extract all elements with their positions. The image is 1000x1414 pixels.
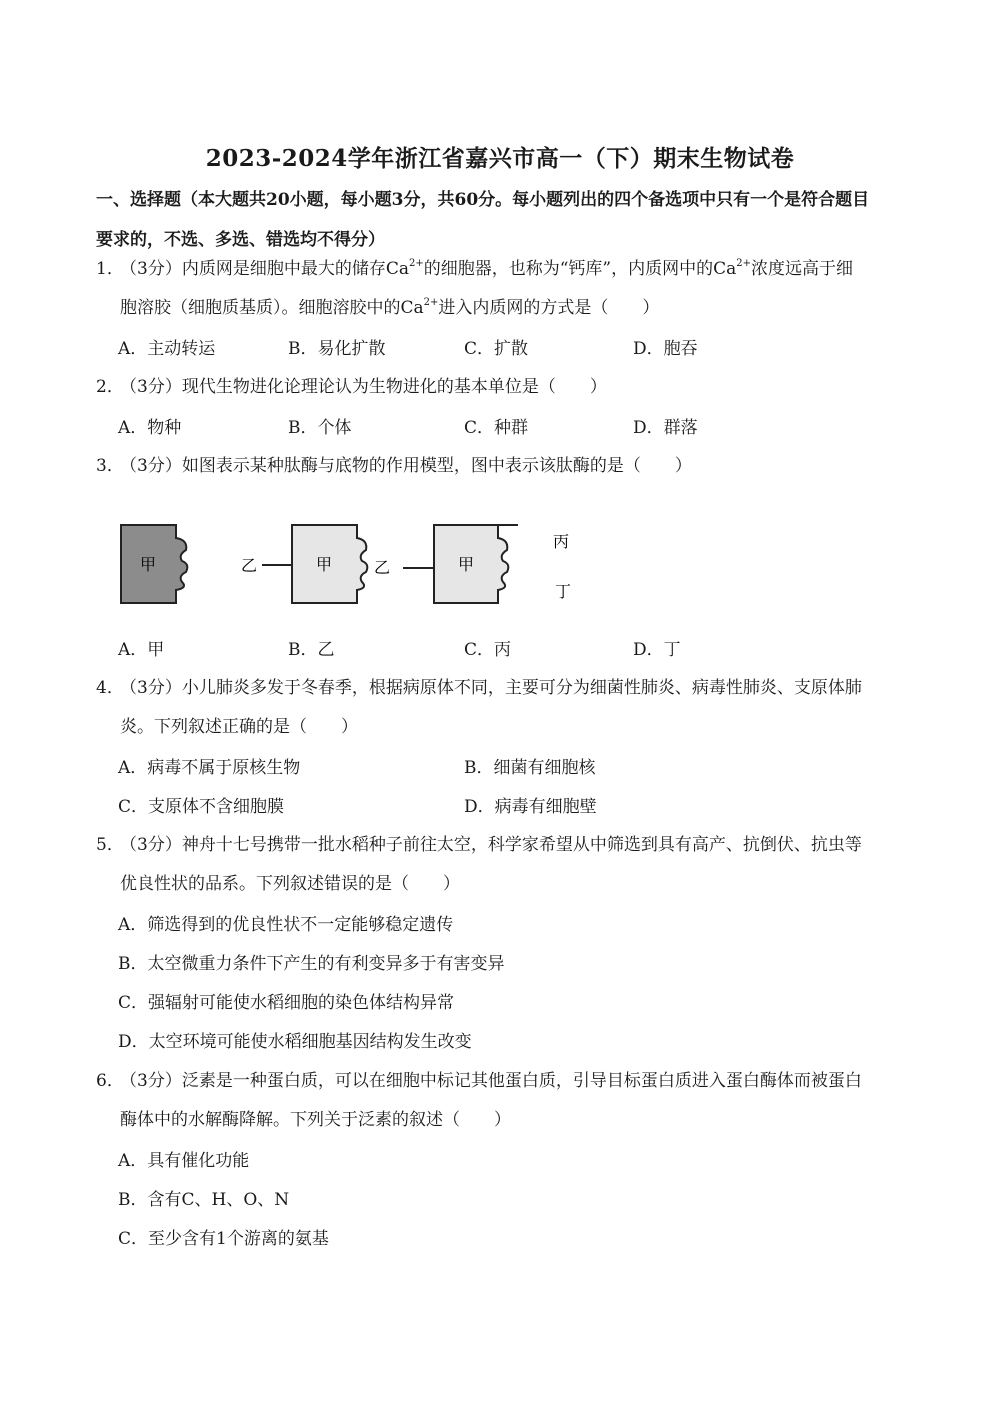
section-heading [96, 180, 911, 260]
label-jia-1: 甲 [140, 555, 157, 574]
label-yi-2: 乙 [374, 558, 391, 577]
q1-option-d[interactable]: D．胞吞 [633, 339, 698, 359]
question-1 [96, 250, 911, 328]
question-5 [96, 826, 911, 904]
exam-title: 2023-2024学年浙江省嘉兴市高一（下）期末生物试卷 [205, 145, 795, 172]
q6-option-a[interactable]: A．具有催化功能 [118, 1151, 250, 1171]
question-4 [96, 669, 911, 747]
q1-option-a[interactable]: A．主动转运 [118, 339, 216, 359]
question-2 [96, 368, 911, 407]
q4-option-a[interactable]: A．病毒不属于原核生物 [118, 758, 301, 778]
question-1-line2: 胞溶胶（细胞质基质）。细胞溶胶中的$Ca^{2+}$进入内质网的方式是（ ） [120, 297, 660, 318]
q3-option-d[interactable]: D．丁 [633, 640, 681, 660]
q1-option-b[interactable]: B．易化扩散 [288, 339, 386, 359]
question-number: 3． [96, 456, 124, 476]
section-heading-line1: 一、选择题（本大题共20小题，每小题3分，共60分。每小题列出的四个备选项中只有一个是符合题目 [96, 190, 870, 210]
question-number: 4． [96, 678, 124, 698]
q3-option-b[interactable]: B．乙 [288, 640, 335, 660]
question-number: 2． [96, 377, 124, 397]
question-6-line1: （3分）泛素是一种蛋白质，可以在细胞中标记其他蛋白质，引导目标蛋白质进入蛋白酶体而被蛋白 [120, 1071, 862, 1091]
q3-option-c[interactable]: C．丙 [464, 640, 512, 660]
section-heading-line2: 要求的，不选、多选、错选均不得分） [96, 230, 385, 250]
label-ding: 丁 [555, 582, 572, 601]
q5-option-a[interactable]: A．筛选得到的优良性状不一定能够稳定遗传 [118, 915, 454, 935]
question-5-line2: 优良性状的品系。下列叙述错误的是（ ） [120, 874, 460, 894]
question-5-line1: （3分）神舟十七号携带一批水稻种子前往太空，科学家希望从中筛选到具有高产、抗倒伏、抗虫等 [120, 835, 862, 855]
q1-option-c[interactable]: C．扩散 [464, 339, 529, 359]
enzyme-substrate-diagram [118, 513, 588, 613]
q2-option-b[interactable]: B．个体 [288, 418, 352, 438]
question-1-line1: 1．（3分）内质网是细胞中最大的储存$Ca^{2+}$的细胞器，也称为“钙库”，内质网中的$Ca^{2+}$浓度远高于细 [96, 250, 911, 289]
q6-option-c[interactable]: C．至少含有1个游离的氨基 [118, 1229, 329, 1249]
label-bing: 丙 [553, 532, 570, 551]
question-2-text: （3分）现代生物进化论理论认为生物进化的基本单位是（ ） [120, 377, 607, 397]
question-3-text: （3分）如图表示某种肽酶与底物的作用模型，图中表示该肽酶的是（ ） [120, 456, 692, 476]
q4-option-b[interactable]: B．细菌有细胞核 [464, 758, 596, 778]
q2-option-c[interactable]: C．种群 [464, 418, 529, 438]
question-4-line1: （3分）小儿肺炎多发于冬春季，根据病原体不同，主要可分为细菌性肺炎、病毒性肺炎、支原体肺 [120, 678, 862, 698]
question-6-line2: 酶体中的水解酶降解。下列关于泛素的叙述（ ） [120, 1110, 511, 1130]
q4-option-c[interactable]: C．支原体不含细胞膜 [118, 797, 285, 817]
q5-option-c[interactable]: C．强辐射可能使水稻细胞的染色体结构异常 [118, 993, 455, 1013]
q2-option-a[interactable]: A．物种 [118, 418, 182, 438]
question-3 [96, 447, 911, 486]
question-6 [96, 1062, 911, 1140]
q5-option-d[interactable]: D．太空环境可能使水稻细胞基因结构发生改变 [118, 1032, 472, 1052]
label-jia-2: 甲 [316, 555, 333, 574]
question-4-line2: 炎。下列叙述正确的是（ ） [120, 717, 358, 737]
question-number: 5． [96, 835, 124, 855]
question-number: 1． [96, 259, 124, 279]
q6-option-b[interactable]: B．含有C、H、O、N [118, 1190, 290, 1210]
q3-option-a[interactable]: A．甲 [118, 640, 165, 660]
q4-option-d[interactable]: D．病毒有细胞壁 [464, 797, 597, 817]
q5-option-b[interactable]: B．太空微重力条件下产生的有利变异多于有害变异 [118, 954, 505, 974]
label-jia-3: 甲 [458, 555, 475, 574]
question-number: 6． [96, 1071, 124, 1091]
label-yi-1: 乙 [241, 556, 258, 575]
q2-option-d[interactable]: D．群落 [633, 418, 698, 438]
